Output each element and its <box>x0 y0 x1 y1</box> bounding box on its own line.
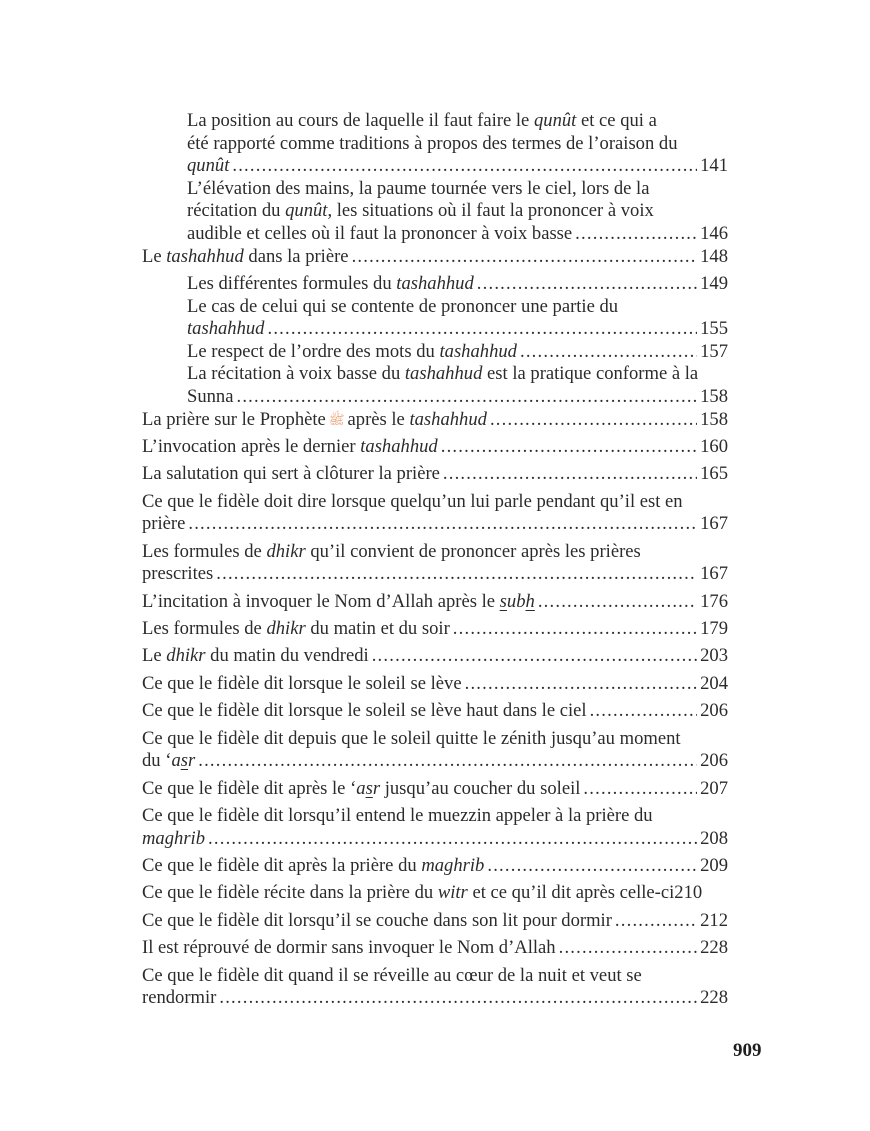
title-text: du ‘ <box>142 750 172 772</box>
italic-term: a <box>356 777 366 799</box>
page-number: 909 <box>733 1040 762 1061</box>
toc-page-number[interactable]: 212 <box>700 909 728 931</box>
toc-entry-line <box>142 563 728 586</box>
toc-page-number[interactable]: 155 <box>700 318 728 340</box>
toc-entry[interactable] <box>142 965 728 1010</box>
title-text: jusqu’au coucher du soleil <box>380 777 581 799</box>
dot-leader <box>372 645 697 668</box>
toc-page-number[interactable]: 209 <box>700 854 728 876</box>
title-text: La récitation à voix basse du <box>187 363 405 385</box>
toc-entry[interactable] <box>142 645 728 668</box>
toc-entry[interactable] <box>142 805 728 850</box>
toc-page-number[interactable]: 160 <box>700 435 728 457</box>
dot-leader <box>559 937 698 960</box>
dot-leader <box>538 591 697 614</box>
title-text: Ce que le fidèle dit quand il se réveille au cœur de la nuit et veut se <box>142 964 642 986</box>
toc-entry-title <box>142 855 484 878</box>
toc-entry-title <box>142 728 681 751</box>
toc-page-number[interactable]: 203 <box>700 645 728 667</box>
toc-page-number[interactable]: 210 <box>674 882 703 904</box>
dot-leader <box>208 828 697 851</box>
dot-leader <box>441 436 697 459</box>
dot-leader <box>520 341 697 364</box>
toc-entry-line <box>142 910 728 933</box>
title-text: Ce que le fidèle dit lorsqu’il entend le muezzin appeler à la prière du <box>142 804 653 826</box>
dot-leader <box>188 513 697 536</box>
title-text: Sunna <box>187 385 234 407</box>
italic-term: tashahhud <box>439 340 517 362</box>
toc-entry-title <box>142 491 683 514</box>
toc-entry-line <box>142 882 728 905</box>
toc-entry-title <box>142 882 674 905</box>
toc-entry-title <box>142 700 587 723</box>
toc-page-number[interactable]: 167 <box>700 513 728 535</box>
title-text: Ce que le fidèle dit après le ‘ <box>142 777 357 799</box>
title-text: qu’il convient de prononcer après les prières <box>305 540 641 562</box>
italic-term: h <box>525 590 535 612</box>
toc-entry-line <box>187 178 728 201</box>
toc-entry-line <box>142 750 728 773</box>
italic-term: ub <box>506 590 526 612</box>
italic-term: dhikr <box>166 645 206 667</box>
title-text: Le cas de celui qui se contente de prononcer une partie du <box>187 295 619 317</box>
toc-entry-title <box>142 541 641 564</box>
toc-entry-title <box>187 341 517 364</box>
toc-entry-line <box>187 133 728 156</box>
toc-page-number[interactable]: 158 <box>700 385 728 407</box>
dot-leader <box>575 223 697 246</box>
toc-page-number[interactable]: 158 <box>700 408 728 430</box>
italic-term: s <box>365 777 373 799</box>
italic-term: a <box>171 750 181 772</box>
italic-term: r <box>372 777 381 799</box>
toc-entry-line <box>142 700 728 723</box>
italic-term: tashahhud <box>409 408 487 430</box>
toc-entry[interactable] <box>142 436 728 459</box>
toc-subentry[interactable] <box>142 363 728 408</box>
title-text: La position au cours de laquelle il faut faire le <box>187 110 534 131</box>
toc-entry-line <box>187 200 728 223</box>
toc-entry-line <box>142 491 728 514</box>
dot-leader <box>615 910 697 933</box>
toc-entry-line <box>142 409 728 432</box>
dot-leader <box>216 563 697 586</box>
toc-entry[interactable] <box>142 778 728 801</box>
toc-entry-title <box>142 246 349 269</box>
title-text: et ce qu’il dit après celle-ci <box>467 882 675 904</box>
toc-entry-line <box>142 436 728 459</box>
title-text: L’incitation à invoquer le Nom d’Allah après le <box>142 590 500 612</box>
toc-entry-line <box>187 223 728 246</box>
italic-term: tashahhud <box>187 318 265 340</box>
title-text: Ce que le fidèle dit après la prière du <box>142 854 422 876</box>
toc-page-number[interactable]: 206 <box>700 700 728 722</box>
toc-entry-title <box>142 436 438 459</box>
toc-entry-title <box>187 133 678 156</box>
title-text: rendormir <box>142 987 217 1009</box>
toc-entry[interactable] <box>142 591 728 614</box>
toc-entry-line <box>142 513 728 536</box>
toc-entry-title <box>142 937 556 960</box>
italic-term: tashahhud <box>166 245 244 267</box>
toc-entry[interactable] <box>142 618 728 641</box>
toc-entry-title <box>142 965 642 988</box>
toc-entry-title <box>187 178 649 201</box>
title-text: Le <box>142 245 167 267</box>
toc-page-number[interactable]: 157 <box>700 340 728 362</box>
dot-leader <box>267 318 697 341</box>
toc-entry-line <box>187 386 728 409</box>
title-text: Ce que le fidèle dit lorsque le soleil se lève <box>142 672 462 694</box>
toc-page-number[interactable]: 148 <box>700 245 728 267</box>
toc-entry[interactable] <box>142 882 728 905</box>
title-text: Le respect de l’ordre des mots du <box>187 340 440 362</box>
salawat-ornament-icon: ﷺ <box>328 411 345 427</box>
italic-term: s <box>180 750 188 772</box>
toc-entry-title <box>187 200 654 223</box>
dot-leader <box>465 673 698 696</box>
title-text: est la pratique conforme à la <box>482 363 699 385</box>
toc-page-number[interactable]: 204 <box>700 672 728 694</box>
italic-term: qunût <box>285 200 328 222</box>
italic-term: tashahhud <box>396 272 474 294</box>
toc-page-number[interactable]: 228 <box>700 987 728 1009</box>
toc-entry-line <box>142 965 728 988</box>
toc-entry[interactable] <box>142 728 728 773</box>
toc-page-number[interactable]: 149 <box>700 272 728 294</box>
dot-leader <box>236 386 697 409</box>
title-text: Ce que le fidèle dit lorsqu’il se couche dans son lit pour dormir <box>142 909 612 931</box>
dot-leader <box>583 778 697 801</box>
dot-leader <box>219 987 697 1010</box>
italic-term: witr <box>437 882 468 904</box>
toc-entry-line <box>187 155 728 178</box>
toc-entry[interactable] <box>142 673 728 696</box>
title-text: prière <box>142 513 186 535</box>
table-of-contents <box>142 110 728 1010</box>
toc-entry[interactable] <box>142 700 728 723</box>
toc-entry-line <box>142 987 728 1010</box>
dot-leader <box>477 273 697 296</box>
dot-leader <box>490 409 697 432</box>
title-text: après le <box>347 408 410 430</box>
toc-entry-title <box>142 463 440 486</box>
toc-entry-line <box>142 618 728 641</box>
title-text: Ce que le fidèle dit lorsque le soleil se lève haut dans le ciel <box>142 700 587 722</box>
dot-leader <box>443 463 697 486</box>
toc-entry-line <box>187 273 728 296</box>
toc-entry-title <box>142 805 653 828</box>
italic-term: s <box>499 590 507 612</box>
title-text: Ce que le fidèle dit depuis que le soleil quitte le zénith jusqu’au moment <box>142 727 681 749</box>
toc-subentry[interactable] <box>142 296 728 341</box>
toc-entry[interactable] <box>142 409 728 432</box>
dot-leader <box>453 618 697 641</box>
italic-term: dhikr <box>266 618 306 640</box>
toc-entry[interactable] <box>142 541 728 586</box>
toc-entry-title <box>187 223 572 246</box>
dot-leader <box>352 246 698 269</box>
toc-entry[interactable] <box>142 246 728 269</box>
toc-page-number[interactable]: 165 <box>700 463 728 485</box>
toc-entry-line <box>142 805 728 828</box>
toc-entry[interactable] <box>142 937 728 960</box>
toc-entry[interactable] <box>142 855 728 878</box>
toc-entry-line <box>142 828 728 851</box>
toc-entry-title <box>187 386 233 409</box>
title-text: été rapporté comme traditions à propos des termes de l’oraison du <box>187 132 678 154</box>
toc-entry-line <box>142 937 728 960</box>
toc-page-number[interactable]: 207 <box>700 777 728 799</box>
title-text: dans la prière <box>243 245 349 267</box>
toc-entry-title <box>142 750 195 773</box>
toc-entry[interactable] <box>142 491 728 536</box>
toc-subentry[interactable] <box>142 110 728 178</box>
toc-subentry[interactable] <box>142 341 728 364</box>
toc-entry-title <box>142 987 216 1010</box>
title-text: du matin du vendredi <box>205 645 369 667</box>
toc-entry-title <box>142 618 450 641</box>
toc-entry-title <box>142 828 205 851</box>
toc-page-number[interactable]: 179 <box>700 618 728 640</box>
toc-page-number[interactable]: 206 <box>700 750 728 772</box>
toc-entry-line <box>142 541 728 564</box>
title-text: récitation du <box>187 200 286 222</box>
title-text: Le <box>142 645 167 667</box>
italic-term: dhikr <box>266 540 306 562</box>
toc-subentry[interactable] <box>142 178 728 246</box>
italic-term: maghrib <box>421 854 485 876</box>
title-text: audible et celles où il faut la prononcer à voix basse <box>187 222 573 244</box>
title-text: Ce que le fidèle doit dire lorsque quelqu’un lui parle pendant qu’il est en <box>142 490 683 512</box>
toc-entry-line <box>187 318 728 341</box>
title-text: du matin et du soir <box>305 618 450 640</box>
toc-entry-line <box>187 341 728 364</box>
toc-entry-title <box>142 910 612 933</box>
toc-entry-line <box>187 296 728 319</box>
toc-entry-line <box>142 855 728 878</box>
toc-entry-title <box>187 110 657 133</box>
title-text: , les situations où il faut la prononcer à voix <box>327 200 654 222</box>
toc-entry-line <box>142 463 728 486</box>
toc-subentry[interactable] <box>142 273 728 296</box>
italic-term: tashahhud <box>360 435 438 457</box>
title-text: Ce que le fidèle récite dans la prière du <box>142 882 438 904</box>
toc-page-number[interactable]: 208 <box>700 827 728 849</box>
dot-leader <box>590 700 698 723</box>
italic-term: r <box>187 750 196 772</box>
toc-entry-title <box>187 363 698 386</box>
toc-entry-title <box>142 513 185 536</box>
toc-entry-title <box>142 591 535 614</box>
toc-entry-line <box>142 778 728 801</box>
toc-entry-title <box>142 778 580 801</box>
toc-entry-title <box>187 273 474 296</box>
dot-leader <box>198 750 697 773</box>
toc-entry-line <box>142 673 728 696</box>
toc-page-number[interactable]: 228 <box>700 937 728 959</box>
title-text: La salutation qui sert à clôturer la prière <box>142 463 440 485</box>
title-text: prescrites <box>142 563 214 585</box>
title-text: La prière sur le Prophète <box>142 408 326 430</box>
toc-page-number[interactable]: 146 <box>700 222 728 244</box>
title-text: L’élévation des mains, la paume tournée vers le ciel, lors de la <box>187 177 650 199</box>
toc-entry[interactable] <box>142 463 728 486</box>
toc-entry-title <box>142 563 213 586</box>
toc-entry-line <box>187 363 728 386</box>
toc-entry-title <box>142 409 487 432</box>
title-text: Les différentes formules du <box>187 272 397 294</box>
italic-term: maghrib <box>142 827 206 849</box>
toc-entry-line <box>142 591 728 614</box>
title-text: Les formules de <box>142 618 267 640</box>
toc-entry[interactable] <box>142 910 728 933</box>
dot-leader <box>487 855 697 878</box>
title-text: et ce qui a <box>576 110 657 131</box>
toc-page-number[interactable]: 141 <box>700 155 728 177</box>
toc-entry-line <box>142 728 728 751</box>
title-text: Il est réprouvé de dormir sans invoquer le Nom d’Allah <box>142 937 556 959</box>
toc-page-number[interactable]: 176 <box>700 590 728 612</box>
toc-entry-line <box>142 246 728 269</box>
toc-page-number[interactable]: 167 <box>700 563 728 585</box>
italic-term: tashahhud <box>404 363 483 385</box>
toc-entry-title <box>187 318 264 341</box>
toc-entry-line <box>142 645 728 668</box>
toc-entry-title <box>142 645 369 668</box>
dot-leader <box>232 155 697 178</box>
italic-term: qunût <box>187 155 230 177</box>
toc-entry-title <box>187 155 229 178</box>
toc-entry-title <box>142 673 462 696</box>
italic-term: qunût <box>533 110 577 131</box>
toc-entry-line <box>187 110 728 133</box>
toc-entry-title <box>187 296 618 319</box>
title-text: Les formules de <box>142 540 267 562</box>
title-text: L’invocation après le dernier <box>142 435 361 457</box>
